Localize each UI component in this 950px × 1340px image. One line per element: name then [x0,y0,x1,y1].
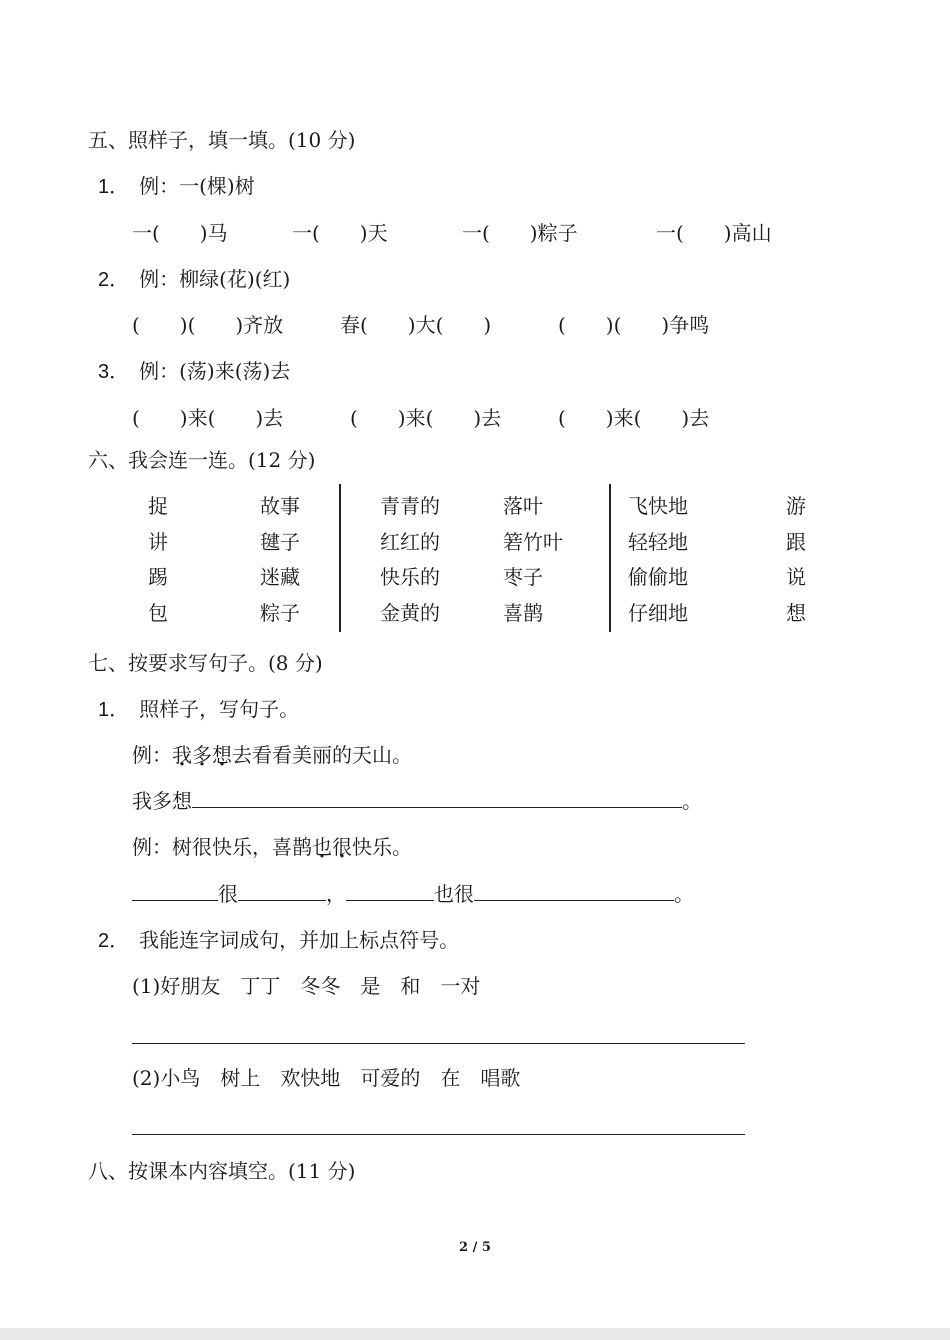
q7-2-part-1: (1)好朋友 丁丁 冬冬 是 和 一对 [132,974,481,998]
example-text: 去看看美丽的天山。 [232,743,412,767]
section-5-title: 五、照样子，填一填。(10 分) [88,128,356,152]
q7-1-example-1 [132,741,412,769]
match-item[interactable]: 枣子 [503,565,543,589]
match-item[interactable]: 迷藏 [260,565,300,589]
match-item[interactable]: 说 [786,565,806,589]
answer-blank[interactable] [238,880,326,901]
q5-2-item-2[interactable]: 春( )大( ) [340,313,492,337]
q5-1 [98,172,255,201]
q5-3-item-3[interactable]: ( )来( )去 [558,406,710,430]
emphasis-char: 很 [332,835,352,859]
q7-1-text: 照样子，写句子。 [139,697,300,721]
q5-1-item-2[interactable]: 一( )天 [292,221,388,245]
match-item[interactable]: 粽子 [260,601,300,625]
answer-prefix: 我多想 [132,789,192,813]
page-bottom-edge [0,1328,950,1340]
match-item[interactable]: 踢 [148,565,168,589]
q5-3-example: 例：(荡)来(荡)去 [139,359,291,383]
section-7-title: 七、按要求写句子。(8 分) [88,651,323,675]
emphasis-char: 我 [172,743,192,767]
q5-2 [98,265,290,294]
match-item[interactable]: 红红的 [380,530,440,554]
answer-blank[interactable] [192,787,682,808]
q5-3-number: 3． [98,361,130,383]
table-divider-1 [339,484,341,632]
q7-2-number: 2． [98,930,130,952]
answer-end: 。 [682,789,702,813]
match-item[interactable]: 游 [786,494,806,518]
q5-1-example: 例：一(棵)树 [139,174,255,198]
emphasis-char: 多 [192,743,212,767]
q7-1-example-2 [132,833,412,861]
match-item[interactable]: 金黄的 [380,601,440,625]
answer-line[interactable] [132,1134,745,1135]
match-item[interactable]: 想 [786,601,806,625]
match-item[interactable]: 故事 [260,494,300,518]
answer-word: 也很 [434,882,474,906]
q5-1-number: 1． [98,176,130,198]
q5-1-item-3[interactable]: 一( )粽子 [462,221,578,245]
emphasis-char: 想 [212,743,232,767]
q5-2-example: 例：柳绿(花)(红) [139,267,291,291]
q5-1-item-1[interactable]: 一( )马 [132,221,228,245]
match-item[interactable]: 青青的 [380,494,440,518]
q7-1-number: 1． [98,699,130,721]
match-item[interactable]: 飞快地 [628,494,688,518]
q5-1-item-4[interactable]: 一( )高山 [656,221,772,245]
page-number: 2 / 5 [459,1240,491,1255]
match-item[interactable]: 包 [148,601,168,625]
q7-1-answer-1 [132,787,702,815]
match-item[interactable]: 轻轻地 [628,530,688,554]
q7-1-answer-2 [132,880,694,908]
example-prefix: 例：树很快乐，喜鹊 [132,835,312,859]
emphasis-char: 也 [312,835,332,859]
q7-2-part-2: (2)小鸟 树上 欢快地 可爱的 在 唱歌 [132,1066,521,1090]
q7-2 [98,926,459,955]
section-6-title: 六、我会连一连。(12 分) [88,448,316,472]
match-item[interactable]: 捉 [148,494,168,518]
match-item[interactable]: 喜鹊 [503,601,543,625]
example-prefix: 例： [132,743,172,767]
q7-1 [98,695,299,724]
q5-3-item-2[interactable]: ( )来( )去 [350,406,502,430]
match-item[interactable]: 毽子 [260,530,300,554]
answer-line[interactable] [132,1043,745,1044]
answer-comma: ， [326,882,346,906]
match-item[interactable]: 偷偷地 [628,565,688,589]
match-item[interactable]: 仔细地 [628,601,688,625]
table-divider-2 [609,484,611,632]
answer-end: 。 [674,882,694,906]
section-8-title: 八、按课本内容填空。(11 分) [88,1159,356,1183]
match-item[interactable]: 箬竹叶 [503,530,563,554]
match-item[interactable]: 讲 [148,530,168,554]
q5-2-number: 2． [98,269,130,291]
match-item[interactable]: 快乐的 [380,565,440,589]
answer-blank[interactable] [346,880,434,901]
answer-word: 很 [218,882,238,906]
q7-2-text: 我能连字词成句，并加上标点符号。 [139,928,460,952]
q5-3-item-1[interactable]: ( )来( )去 [132,406,284,430]
answer-blank[interactable] [132,880,218,901]
q5-3 [98,357,290,386]
q5-2-item-1[interactable]: ( )( )齐放 [132,313,284,337]
example-text: 快乐。 [352,835,412,859]
match-item[interactable]: 跟 [786,530,806,554]
answer-blank[interactable] [474,880,674,901]
q5-2-item-3[interactable]: ( )( )争鸣 [558,313,710,337]
match-item[interactable]: 落叶 [503,494,543,518]
